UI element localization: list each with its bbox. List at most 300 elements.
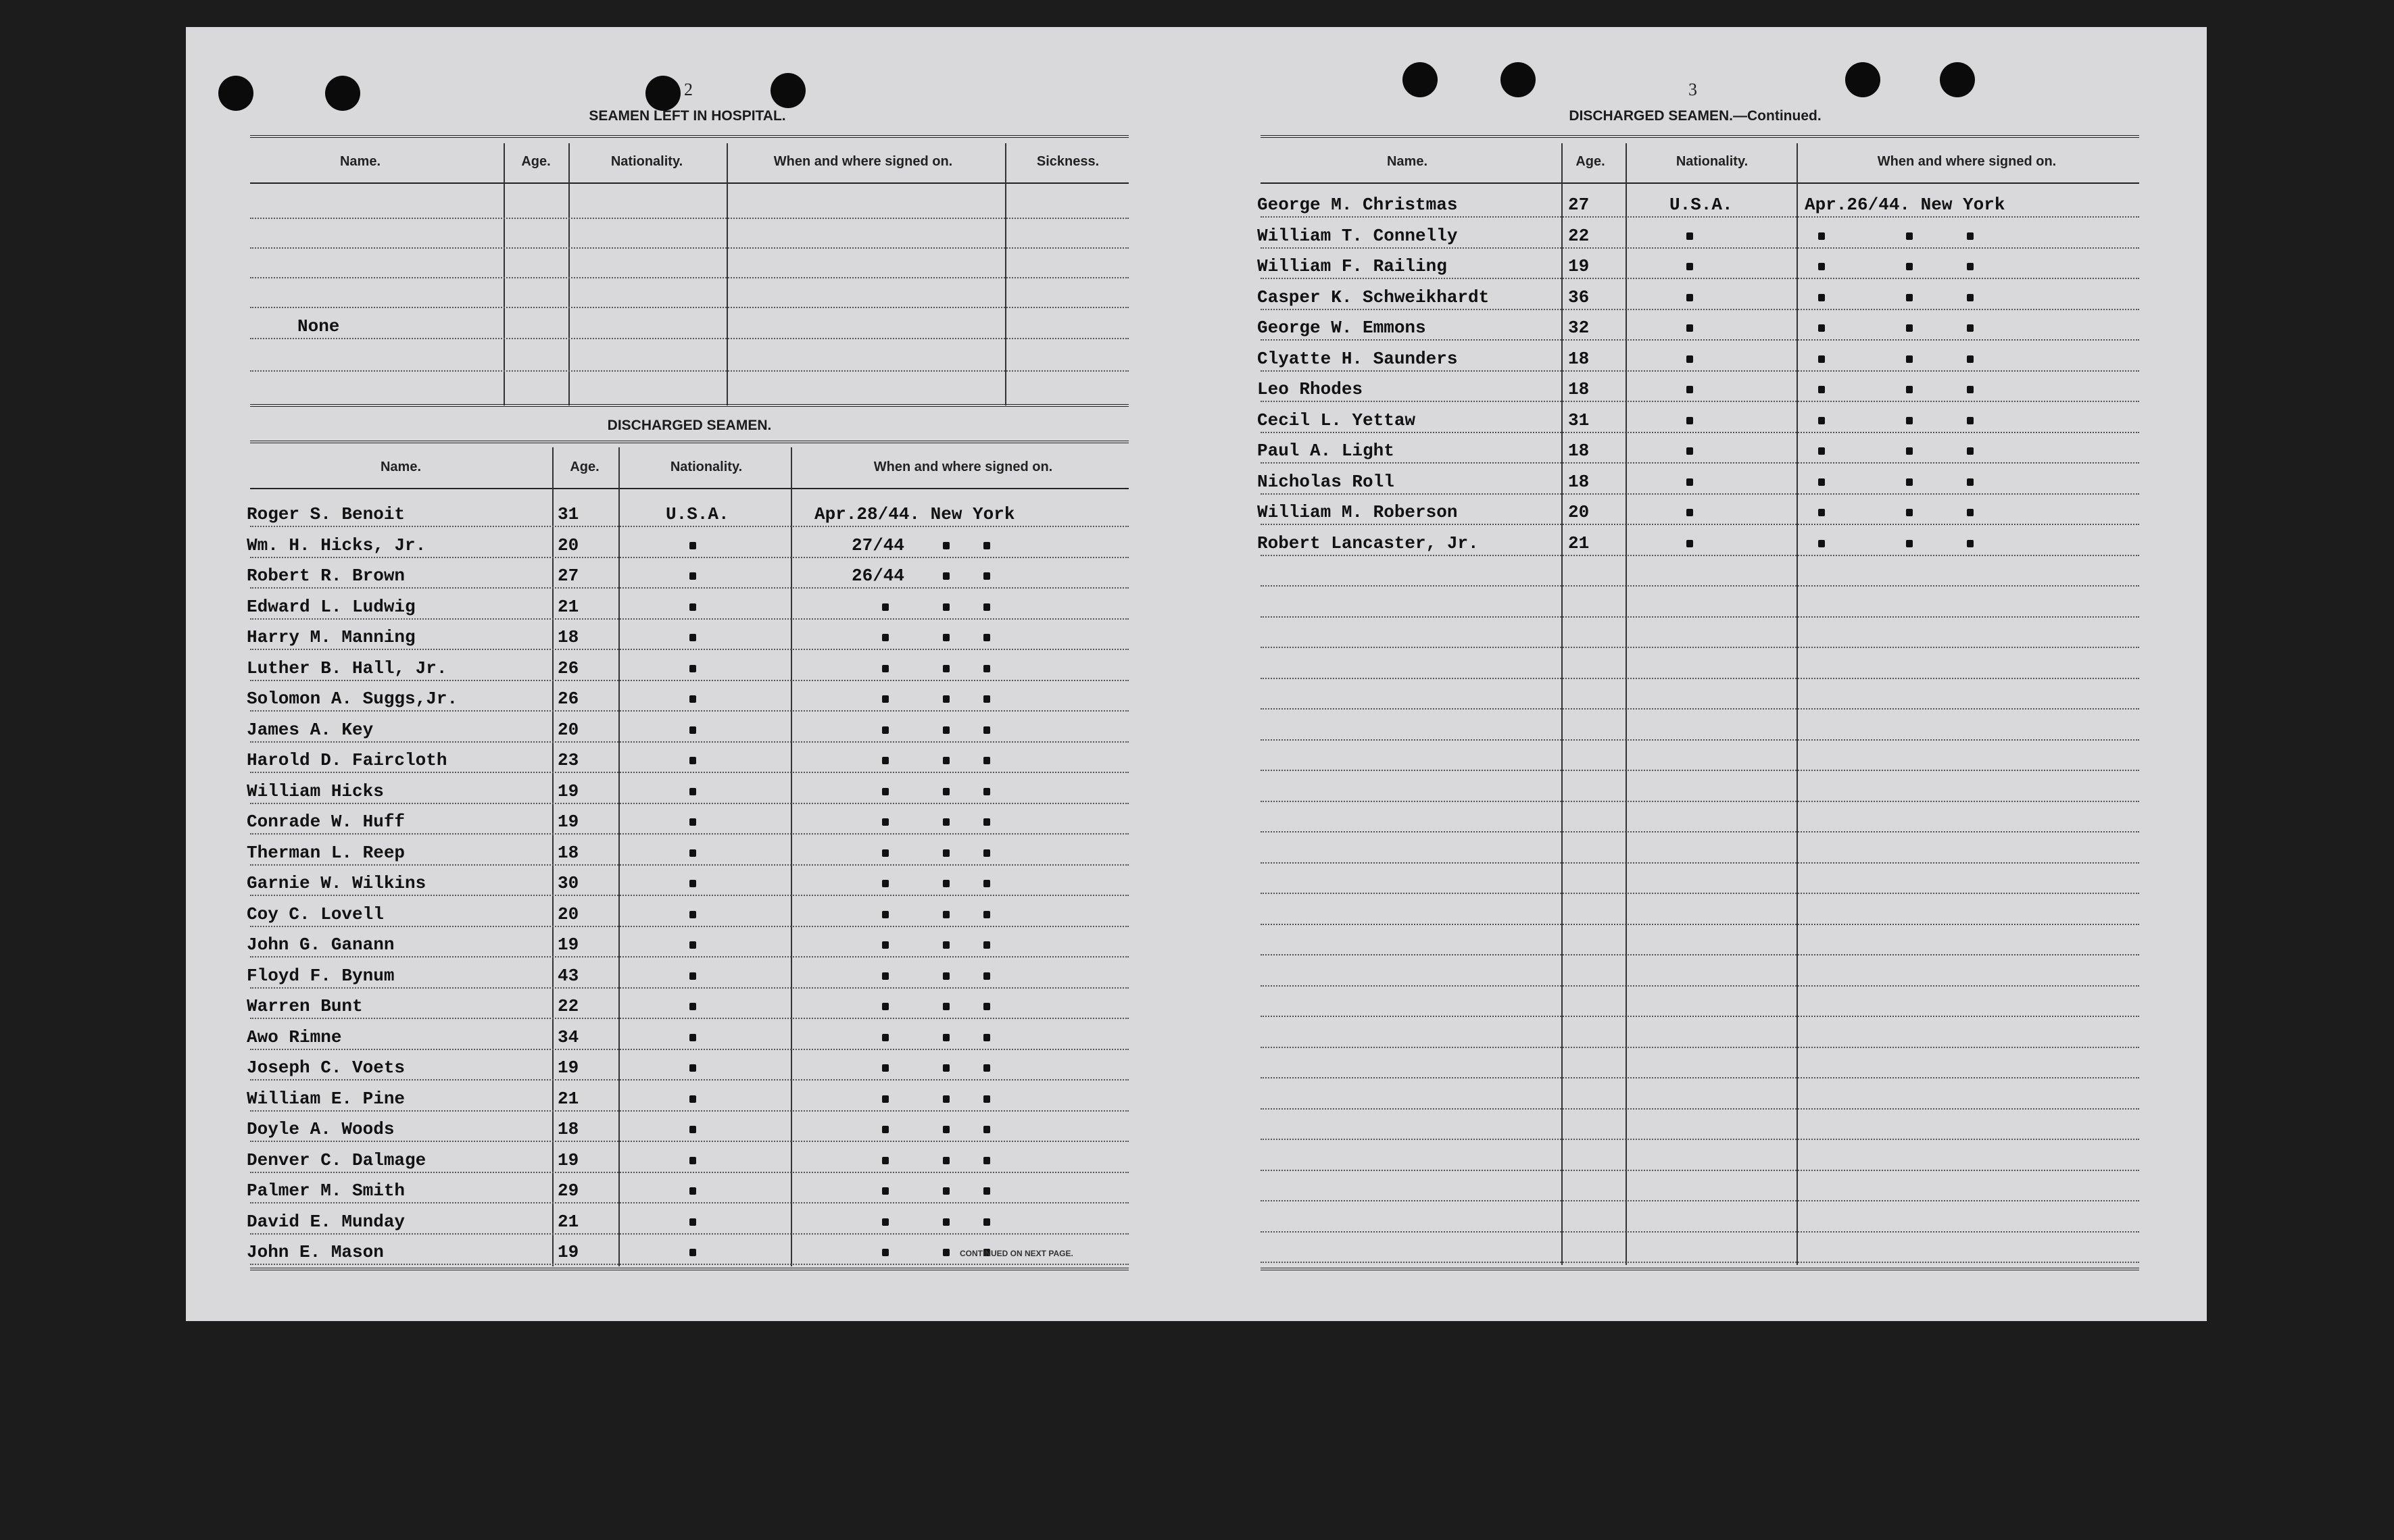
ditto-mark [983, 572, 990, 580]
ditto-mark [943, 572, 950, 580]
hospital-header-nationality: Nationality. [610, 154, 683, 169]
hospital-entry: None [297, 316, 340, 337]
ditto-mark [882, 1003, 889, 1010]
ditto-mark [689, 634, 696, 641]
seaman-name: John G. Ganann [247, 935, 395, 955]
ditto-mark [983, 1095, 990, 1103]
ditto-mark [882, 1034, 889, 1041]
continued-section-title: DISCHARGED SEAMEN.—Continued. [1569, 108, 1822, 124]
seaman-name: Robert Lancaster, Jr. [1257, 532, 1479, 553]
ditto-mark [689, 1095, 696, 1103]
seaman-age: 18 [558, 627, 579, 647]
ditto-mark [943, 1064, 950, 1072]
ruled-line [250, 649, 1129, 650]
ruled-line [1261, 1139, 2139, 1140]
seaman-age: 22 [558, 996, 579, 1016]
continued-header-nationality: Nationality. [1676, 154, 1749, 169]
seaman-age: 21 [1568, 532, 1590, 553]
column-divider [1626, 143, 1627, 1265]
ditto-mark [983, 726, 990, 734]
punch-hole [218, 76, 253, 111]
seaman-age: 21 [558, 1211, 579, 1232]
seaman-name: William Hicks [247, 780, 384, 801]
ditto-mark [882, 1157, 889, 1164]
seaman-name: William T. Connelly [1257, 225, 1458, 246]
hospital-table-bottom-rule [250, 404, 1129, 407]
ruled-line [1261, 493, 2139, 495]
continued-header-age: Age. [1575, 154, 1605, 169]
column-divider [504, 143, 505, 405]
ditto-mark [943, 880, 950, 887]
ditto-mark [1906, 417, 1913, 424]
ditto-mark [689, 818, 696, 826]
ditto-mark [689, 1249, 696, 1256]
ruled-line [250, 247, 1129, 249]
ditto-mark [943, 1249, 950, 1256]
seaman-name: Luther B. Hall, Jr. [247, 657, 447, 678]
ditto-mark [983, 542, 990, 549]
ditto-mark [882, 880, 889, 887]
ditto-mark [689, 941, 696, 949]
continued-header-signed-on: When and where signed on. [1877, 154, 2057, 169]
seaman-name: Denver C. Dalmage [247, 1149, 426, 1170]
right-page [1196, 27, 2207, 1321]
seaman-name: Cecil L. Yettaw [1257, 409, 1416, 430]
ditto-mark [943, 1034, 950, 1041]
ruled-line [1261, 1016, 2139, 1017]
ruled-line [250, 741, 1129, 743]
seaman-name: Floyd F. Bynum [247, 965, 395, 986]
ditto-mark [943, 849, 950, 857]
ditto-mark [1686, 324, 1693, 332]
ditto-mark [943, 542, 950, 549]
seaman-name: William E. Pine [247, 1088, 406, 1109]
ditto-mark [1967, 447, 1974, 455]
ditto-mark [1967, 478, 1974, 486]
seaman-name: Conrade W. Huff [247, 812, 406, 832]
ditto-mark [882, 603, 889, 611]
seaman-name: Roger S. Benoit [247, 504, 406, 524]
ditto-mark [983, 634, 990, 641]
discharged-header-age: Age. [570, 459, 600, 474]
seaman-name: Robert R. Brown [247, 566, 406, 586]
ditto-mark [882, 726, 889, 734]
ditto-mark [1818, 324, 1825, 332]
ruled-line [250, 1049, 1129, 1050]
discharged-table-top-rule [250, 441, 1129, 443]
document-sheet [186, 27, 2207, 1321]
discharged-section-title: DISCHARGED SEAMEN. [607, 418, 772, 433]
ditto-mark [943, 1126, 950, 1133]
ruled-line [250, 338, 1129, 339]
ditto-mark [1686, 447, 1693, 455]
ruled-line [1261, 1077, 2139, 1078]
punch-hole [645, 76, 681, 111]
ditto-mark [882, 972, 889, 980]
ruled-line [250, 803, 1129, 804]
seaman-name: Wm. H. Hicks, Jr. [247, 535, 426, 555]
ditto-mark [1967, 355, 1974, 363]
ruled-line [1261, 1200, 2139, 1201]
signed-on-date: 26/44 [852, 566, 905, 586]
seaman-name: William F. Railing [1257, 256, 1447, 276]
seaman-age: 20 [558, 903, 579, 924]
seaman-name: Paul A. Light [1257, 441, 1394, 461]
seaman-age: 27 [1568, 195, 1590, 215]
ditto-mark [689, 1157, 696, 1164]
ditto-mark [689, 880, 696, 887]
seaman-age: 30 [558, 873, 579, 893]
ruled-line [1261, 1262, 2139, 1263]
ruled-line [250, 587, 1129, 589]
ditto-mark [983, 1218, 990, 1226]
ditto-mark [1967, 263, 1974, 270]
hospital-header-sickness: Sickness. [1036, 154, 1100, 169]
ruled-line [250, 864, 1129, 866]
ditto-mark [983, 911, 990, 918]
ruled-line [250, 218, 1129, 219]
ruled-line [250, 680, 1129, 681]
ditto-mark [882, 1064, 889, 1072]
ditto-mark [1818, 417, 1825, 424]
left-page [186, 27, 1196, 1321]
column-divider [1797, 143, 1798, 1265]
seaman-age: 34 [558, 1026, 579, 1047]
ruled-line [1261, 1170, 2139, 1171]
ditto-mark [882, 1249, 889, 1256]
ruled-line [250, 1264, 1129, 1265]
ditto-mark [882, 665, 889, 672]
seaman-age: 19 [558, 935, 579, 955]
ditto-mark [1906, 294, 1913, 301]
hospital-header-rule [250, 182, 1129, 184]
seaman-age: 29 [558, 1181, 579, 1201]
ditto-mark [1906, 263, 1913, 270]
ditto-mark [1906, 355, 1913, 363]
ditto-mark [1818, 509, 1825, 516]
ditto-mark [1818, 232, 1825, 240]
ditto-mark [689, 1126, 696, 1133]
ditto-mark [943, 1157, 950, 1164]
ditto-mark [1906, 478, 1913, 486]
ruled-line [1261, 1047, 2139, 1048]
punch-hole [1940, 62, 1975, 97]
ditto-mark [689, 695, 696, 703]
ruled-line [250, 895, 1129, 896]
ruled-line [250, 370, 1129, 372]
ditto-mark [689, 1064, 696, 1072]
ditto-mark [882, 941, 889, 949]
ditto-mark [943, 757, 950, 764]
ditto-mark [1686, 386, 1693, 393]
seaman-name: Doyle A. Woods [247, 1119, 395, 1139]
ruled-line [1261, 278, 2139, 279]
ditto-mark [1686, 509, 1693, 516]
ditto-mark [983, 1034, 990, 1041]
ditto-mark [983, 849, 990, 857]
seaman-name: Harry M. Manning [247, 627, 416, 647]
signed-on-date: 27/44 [852, 535, 905, 555]
ditto-mark [943, 818, 950, 826]
ditto-mark [983, 757, 990, 764]
ditto-mark [882, 757, 889, 764]
seaman-name: Therman L. Reep [247, 842, 406, 863]
column-divider [1005, 143, 1006, 405]
seaman-age: 31 [1568, 409, 1590, 430]
ruled-line [250, 277, 1129, 278]
ditto-mark [882, 1126, 889, 1133]
seaman-age: 43 [558, 965, 579, 986]
ditto-mark [1967, 324, 1974, 332]
ditto-mark [983, 941, 990, 949]
seaman-name: William M. Roberson [1257, 502, 1458, 522]
ruled-line [250, 833, 1129, 835]
ditto-mark [882, 788, 889, 795]
seaman-name: Casper K. Schweikhardt [1257, 287, 1490, 307]
discharged-header-nationality: Nationality. [670, 459, 743, 474]
ditto-mark [1818, 478, 1825, 486]
ditto-mark [1686, 417, 1693, 424]
seaman-age: 26 [558, 689, 579, 709]
continued-header-name: Name. [1386, 154, 1428, 169]
discharged-header-signed-on: When and where signed on. [873, 459, 1053, 474]
ditto-mark [983, 818, 990, 826]
ditto-mark [1818, 540, 1825, 547]
column-divider [568, 143, 570, 405]
ditto-mark [983, 695, 990, 703]
ditto-mark [983, 880, 990, 887]
ditto-mark [689, 972, 696, 980]
ditto-mark [882, 849, 889, 857]
ditto-mark [983, 1157, 990, 1164]
seaman-age: 18 [1568, 441, 1590, 461]
ditto-mark [882, 695, 889, 703]
ruled-line [1261, 678, 2139, 679]
ditto-mark [943, 788, 950, 795]
punch-hole [1402, 62, 1438, 97]
ruled-line [1261, 954, 2139, 955]
seaman-age: 19 [558, 1149, 579, 1170]
ruled-line [1261, 524, 2139, 525]
page-number: 2 [684, 80, 693, 99]
ruled-line [1261, 616, 2139, 618]
seaman-name: Leo Rhodes [1257, 379, 1363, 399]
nationality-value: U.S.A. [666, 504, 729, 524]
column-divider [552, 447, 554, 1266]
ditto-mark [689, 757, 696, 764]
ditto-mark [943, 1218, 950, 1226]
seaman-age: 21 [558, 596, 579, 617]
seaman-age: 20 [558, 719, 579, 740]
ditto-mark [1967, 417, 1974, 424]
seaman-name: Garnie W. Wilkins [247, 873, 426, 893]
ruled-line [1261, 309, 2139, 310]
continued-note: CONTINUED ON NEXT PAGE. [960, 1249, 1073, 1258]
seaman-age: 23 [558, 750, 579, 770]
ditto-mark [689, 603, 696, 611]
ditto-mark [943, 1095, 950, 1103]
ditto-mark [1967, 294, 1974, 301]
discharged-header-name: Name. [380, 459, 422, 474]
seaman-name: Coy C. Lovell [247, 903, 384, 924]
ruled-line [250, 710, 1129, 712]
ruled-line [1261, 370, 2139, 372]
ditto-mark [1967, 540, 1974, 547]
ditto-mark [1818, 447, 1825, 455]
ditto-mark [1818, 263, 1825, 270]
ditto-mark [1686, 263, 1693, 270]
seaman-age: 19 [558, 780, 579, 801]
seaman-age: 27 [558, 566, 579, 586]
ditto-mark [1967, 232, 1974, 240]
ditto-mark [983, 665, 990, 672]
ditto-mark [943, 1187, 950, 1195]
hospital-header-name: Name. [339, 154, 381, 169]
ditto-mark [689, 1187, 696, 1195]
seaman-age: 21 [558, 1088, 579, 1109]
ditto-mark [882, 1187, 889, 1195]
seaman-name: James A. Key [247, 719, 374, 740]
ruled-line [1261, 708, 2139, 710]
ruled-line [250, 1141, 1129, 1142]
continued-table-bottom-rule [1261, 1268, 2139, 1270]
ditto-mark [1967, 386, 1974, 393]
page-number: 3 [1688, 80, 1697, 99]
seaman-name: Warren Bunt [247, 996, 363, 1016]
seaman-age: 18 [1568, 348, 1590, 369]
ditto-mark [983, 972, 990, 980]
ditto-mark [882, 1095, 889, 1103]
ruled-line [250, 1110, 1129, 1112]
ditto-mark [943, 695, 950, 703]
punch-hole [1845, 62, 1880, 97]
seaman-name: David E. Munday [247, 1211, 406, 1232]
ruled-line [250, 772, 1129, 773]
seaman-age: 18 [1568, 379, 1590, 399]
column-divider [618, 447, 620, 1266]
seaman-name: Awo Rimne [247, 1026, 342, 1047]
ditto-mark [983, 1126, 990, 1133]
ditto-mark [983, 603, 990, 611]
ruled-line [250, 557, 1129, 558]
seaman-age: 18 [558, 1119, 579, 1139]
ruled-line [250, 526, 1129, 527]
ruled-line [1261, 893, 2139, 894]
ditto-mark [943, 726, 950, 734]
seaman-age: 19 [558, 1058, 579, 1078]
ruled-line [250, 1079, 1129, 1081]
ditto-mark [1686, 540, 1693, 547]
punch-hole [771, 73, 806, 108]
ruled-line [1261, 801, 2139, 802]
discharged-table-bottom-rule [250, 1268, 1129, 1270]
ditto-mark [689, 665, 696, 672]
ruled-line [250, 987, 1129, 989]
ditto-mark [882, 634, 889, 641]
ruled-line [1261, 1108, 2139, 1110]
ruled-line [1261, 247, 2139, 249]
column-divider [1561, 143, 1563, 1265]
seaman-name: Harold D. Faircloth [247, 750, 447, 770]
ruled-line [1261, 216, 2139, 218]
ditto-mark [1818, 386, 1825, 393]
ditto-mark [983, 1187, 990, 1195]
signed-on-value: Apr.26/44. New York [1805, 195, 2005, 215]
ruled-line [1261, 985, 2139, 987]
ruled-line [1261, 339, 2139, 341]
hospital-table-top-rule [250, 135, 1129, 138]
ditto-mark [882, 818, 889, 826]
ditto-mark [689, 911, 696, 918]
seaman-name: George W. Emmons [1257, 318, 1426, 338]
seaman-age: 20 [558, 535, 579, 555]
ditto-mark [1967, 509, 1974, 516]
ditto-mark [689, 1218, 696, 1226]
ruled-line [1261, 401, 2139, 402]
ruled-line [1261, 432, 2139, 433]
ditto-mark [882, 1218, 889, 1226]
ruled-line [250, 1018, 1129, 1019]
ditto-mark [689, 542, 696, 549]
discharged-header-rule [250, 488, 1129, 489]
ditto-mark [943, 972, 950, 980]
ditto-mark [1906, 540, 1913, 547]
ruled-line [1261, 862, 2139, 864]
ditto-mark [1686, 478, 1693, 486]
ditto-mark [689, 726, 696, 734]
seaman-age: 31 [558, 504, 579, 524]
ditto-mark [943, 634, 950, 641]
ditto-mark [943, 665, 950, 672]
seaman-age: 19 [558, 1242, 579, 1262]
ditto-mark [1906, 232, 1913, 240]
continued-table-top-rule [1261, 135, 2139, 138]
ruled-line [1261, 924, 2139, 925]
ruled-line [1261, 647, 2139, 648]
seaman-age: 19 [558, 812, 579, 832]
seaman-name: George M. Christmas [1257, 195, 1458, 215]
hospital-header-signed-on: When and where signed on. [773, 154, 953, 169]
seaman-name: Joseph C. Voets [247, 1058, 406, 1078]
seaman-age: 18 [558, 842, 579, 863]
seaman-age: 26 [558, 657, 579, 678]
ruled-line [250, 618, 1129, 620]
signed-on-value: Apr.28/44. New York [814, 504, 1015, 524]
ditto-mark [1818, 294, 1825, 301]
ruled-line [1261, 831, 2139, 833]
ditto-mark [689, 572, 696, 580]
ruled-line [250, 1202, 1129, 1203]
ruled-line [1261, 1231, 2139, 1233]
ditto-mark [689, 1034, 696, 1041]
seaman-age: 32 [1568, 318, 1590, 338]
ditto-mark [1906, 324, 1913, 332]
ruled-line [250, 1172, 1129, 1173]
seaman-name: John E. Mason [247, 1242, 384, 1262]
ditto-mark [983, 788, 990, 795]
ditto-mark [1906, 509, 1913, 516]
ditto-mark [943, 911, 950, 918]
ditto-mark [1686, 294, 1693, 301]
ruled-line [1261, 462, 2139, 464]
ditto-mark [943, 1003, 950, 1010]
column-divider [727, 143, 728, 405]
ditto-mark [943, 603, 950, 611]
ditto-mark [1686, 355, 1693, 363]
seaman-name: Edward L. Ludwig [247, 596, 416, 617]
ditto-mark [1906, 386, 1913, 393]
ruled-line [1261, 585, 2139, 587]
